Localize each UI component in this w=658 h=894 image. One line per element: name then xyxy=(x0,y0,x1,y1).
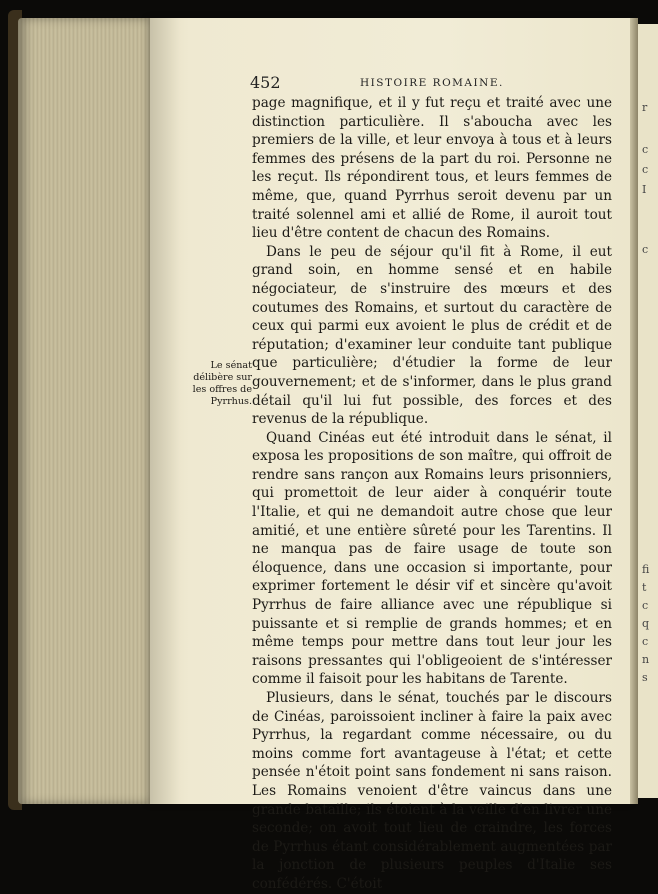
facing-page-fragment: s xyxy=(642,671,648,684)
margin-note: Le sénat délibère sur les offres de Pyrrhus. xyxy=(192,360,252,407)
page-shadow xyxy=(150,18,180,804)
paragraph: Dans le peu de séjour qu'il fit à Rome, il eut grand soin, en homme sensé et en habile négociateur, de s'instruire des mœurs et des coutumes des Romains, et surtout du caractère de ceux qui parmi eux avoient le plus de crédit et de réputation; d'examiner leur conduite tant publique que particulière; d'étudier la forme de leur gouvernement; et de s'informer, dans le plus grand détail qu'il lui fut possible, des forces et des revenus de la république. xyxy=(252,243,612,428)
book-gutter xyxy=(630,18,638,804)
facing-page-fragment: t xyxy=(642,581,647,594)
page-header xyxy=(250,73,612,95)
running-title: HISTOIRE ROMAINE. xyxy=(360,77,504,89)
facing-page-fragment: q xyxy=(642,617,650,630)
page-number: 452 xyxy=(250,73,281,92)
facing-page-fragment: c xyxy=(642,163,649,176)
facing-page-fragment: c xyxy=(642,243,649,256)
facing-page-fragment: I xyxy=(642,183,647,196)
facing-page-fragment: c xyxy=(642,599,649,612)
paragraph: Quand Cinéas eut été introduit dans le sénat, il exposa les propositions de son maître, qui offroit de rendre sans rançon aux Romains leurs prisonniers, qui promettoit de leur aider à conquérir toute l'Italie, et qui ne demandoit autre chose que leur amitié, et une entière sûreté pour les Tarentins. Il ne manqua pas de faire usage de toute son éloquence, dans une occasion si importante, pour exprimer fortement le désir vif et sincère qu'avoit Pyrrhus de faire alliance avec une république si puissante et si remplie de grands hommes; et en même temps pour mettre dans tout leur jour les raisons pressantes qui l'obligeoient de s'intéresser comme il faisoit pour les habitans de Tarente. xyxy=(252,429,612,688)
facing-page-fragment: n xyxy=(642,653,650,666)
facing-page-fragment: c xyxy=(642,635,649,648)
facing-page-edge xyxy=(638,24,658,798)
facing-page-fragment: r xyxy=(642,101,648,114)
paragraph: Plusieurs, dans le sénat, touchés par le discours de Cinéas, paroissoient incliner à faire la paix avec Pyrrhus, la regardant comme nécessaire, ou du moins comme fort avantageuse à l'état; et cette pensée n'étoit point sans fondement ni sans raison. Les Romains venoient d'être vaincus dans une grande bataille; ils étoient à la veille d'en livrer une seconde; on avoit tout lieu de craindre, les forces de Pyrrhus étant considérablement augmentées par la jonction de plusieurs peuples d'Italie ses confédérés. C'étoit xyxy=(252,690,612,892)
body-text xyxy=(252,94,612,894)
facing-page-fragment: fi xyxy=(642,563,650,576)
paragraph: page magnifique, et il y fut reçu et traité avec une distinction particulière. Il s'aboucha avec les premiers de la ville, et leur envoya à tous et à leurs femmes des présens de la part du roi. Personne ne les reçut. Ils répondirent tous, et leurs femmes de même, que, quand Pyrrhus seroit devenu par un traité solennel ami et allié de Rome, il auroit tout lieu d'être content de chacun des Romains. xyxy=(252,95,612,242)
facing-page-fragment: c xyxy=(642,143,649,156)
page-edges-stack xyxy=(18,18,153,804)
